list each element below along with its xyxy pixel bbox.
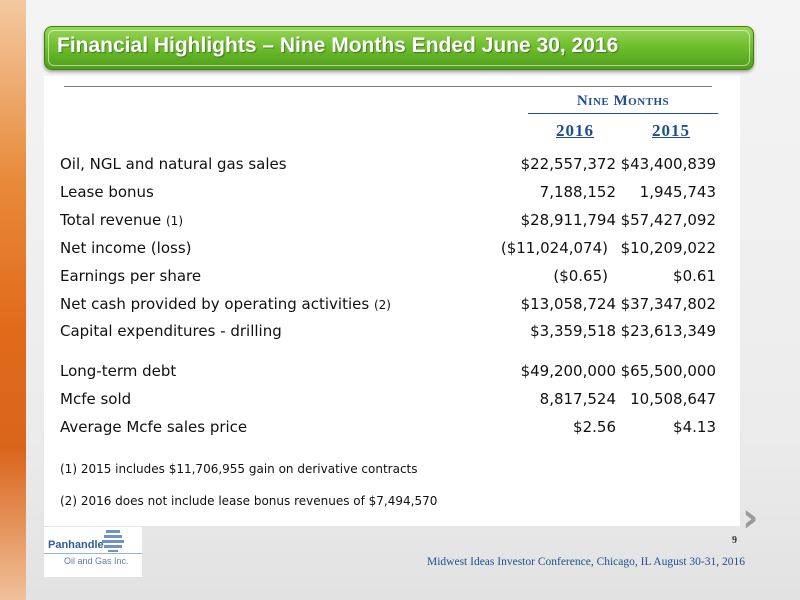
footnote-1: (1) 2015 includes $11,706,955 gain on derivative contracts (60, 462, 418, 476)
value-2016: $22,557,372 (520, 155, 616, 173)
value-2015: $10,209,022 (620, 239, 716, 257)
value-2015: $4.13 (673, 418, 716, 436)
value-2015: $23,613,349 (620, 322, 716, 340)
row-label: Mcfe sold (60, 390, 132, 408)
table-row (60, 390, 720, 414)
company-logo (44, 527, 142, 577)
value-2016: $13,058,724 (520, 295, 616, 313)
value-2015: 1,945,743 (639, 183, 716, 201)
logo-subtitle: Oil and Gas Inc. (64, 556, 129, 566)
header-divider (64, 86, 712, 87)
page-number: 9 (732, 535, 737, 546)
table-row (60, 267, 720, 291)
table-row (60, 183, 720, 207)
chevron-right-icon[interactable]: › (742, 495, 759, 541)
value-2016: $49,200,000 (520, 362, 616, 380)
value-2015: $65,500,000 (620, 362, 716, 380)
value-2016: ($0.65) (553, 267, 608, 285)
row-label: Capital expenditures - drilling (60, 322, 282, 340)
table-row (60, 211, 720, 235)
row-label: Net cash provided by operating activities (2) (60, 295, 391, 313)
year-header-2015: 2015 (652, 121, 690, 140)
value-2016: $28,911,794 (520, 211, 616, 229)
table-row (60, 295, 720, 319)
table-row (60, 322, 720, 346)
slide-title: Financial Highlights – Nine Months Ended June 30, 2016 (57, 34, 619, 57)
year-header-2016: 2016 (556, 121, 594, 140)
row-label: Net income (loss) (60, 239, 192, 257)
period-underline (528, 113, 718, 114)
row-label: Average Mcfe sales price (60, 418, 248, 436)
row-label: Oil, NGL and natural gas sales (60, 155, 287, 173)
footnote-2: (2) 2016 does not include lease bonus revenues of $7,494,570 (60, 494, 438, 508)
value-2016: $2.56 (573, 418, 616, 436)
logo-mark-icon (44, 527, 142, 577)
value-2015: $37,347,802 (620, 295, 716, 313)
value-2015: 10,508,647 (630, 390, 716, 408)
value-2016: ($11,024,074) (500, 239, 608, 257)
value-2016: $3,359,518 (530, 322, 616, 340)
row-label: Earnings per share (60, 267, 202, 285)
value-2015: $43,400,839 (620, 155, 716, 173)
left-accent-stripe (0, 0, 26, 600)
row-label: Long-term debt (60, 362, 177, 380)
table-row (60, 239, 720, 263)
row-label: Lease bonus (60, 183, 154, 201)
value-2016: 8,817,524 (539, 390, 616, 408)
table-row (60, 418, 720, 442)
table-row (60, 362, 720, 386)
period-header: Nine Months (576, 93, 670, 109)
footer-conference: Midwest Ideas Investor Conference, Chicago, IL August 30-31, 2016 (427, 556, 745, 568)
logo-name: Panhandle (48, 539, 104, 551)
value-2015: $57,427,092 (620, 211, 716, 229)
row-label: Total revenue (1) (60, 211, 183, 229)
title-banner (44, 26, 754, 70)
value-2016: 7,188,152 (539, 183, 616, 201)
value-2015: $0.61 (673, 267, 716, 285)
table-row (60, 155, 720, 179)
